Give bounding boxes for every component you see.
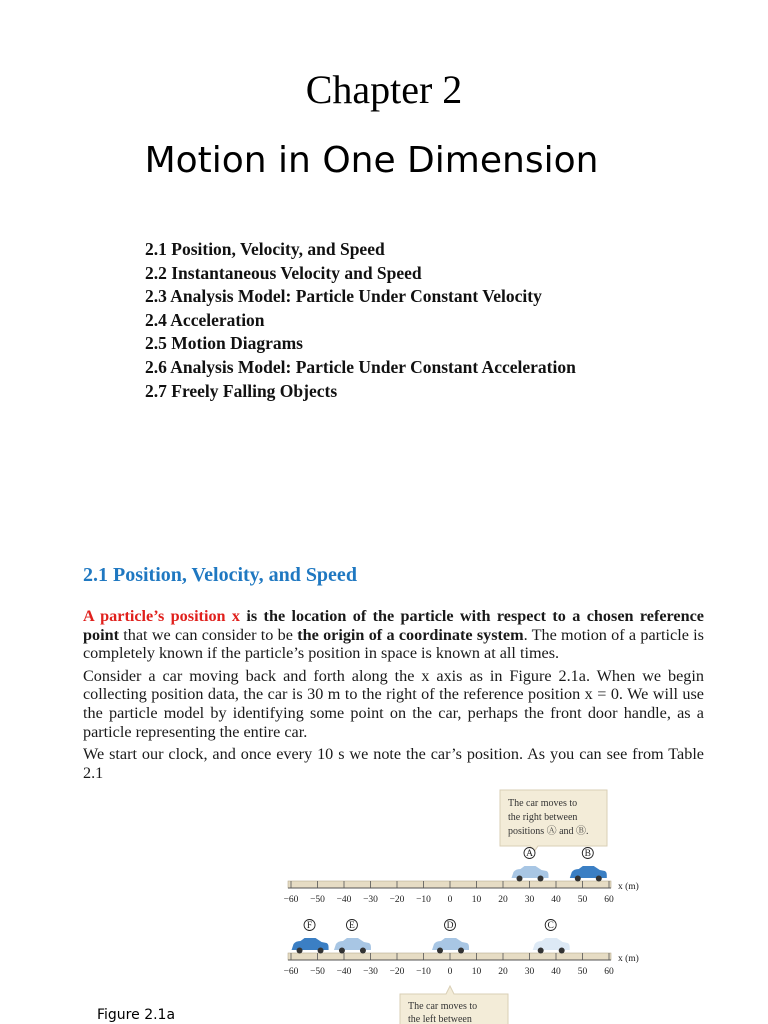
tick-label: −60 [283, 967, 299, 977]
tick-label: −10 [416, 895, 431, 905]
tick-label: −50 [310, 895, 325, 905]
tick-label: −20 [389, 967, 405, 977]
tick-label: 50 [577, 895, 588, 905]
car-icon [570, 866, 607, 882]
callout-top-line: the right between [508, 812, 578, 823]
tick-label: −50 [310, 967, 325, 977]
position-marker-label: C [547, 921, 554, 931]
toc-item: 2.5 Motion Diagrams [145, 333, 303, 354]
callout-top [500, 790, 607, 852]
figure-2-1a [280, 786, 650, 1024]
toc-item: 2.6 Analysis Model: Particle Under Constant Acceleration [145, 356, 576, 377]
axis-unit-label: x (m) [618, 954, 639, 964]
tick-label: 10 [471, 895, 482, 905]
tick-label: −60 [283, 895, 299, 905]
tick-label: 0 [447, 895, 453, 905]
tick-label: −20 [389, 895, 405, 905]
position-marker-label: D [446, 921, 454, 931]
car-icon [432, 938, 469, 954]
toc-item: 2.2 Instantaneous Velocity and Speed [145, 262, 422, 283]
term-position: A particle’s position x [83, 607, 241, 625]
table-of-contents [145, 238, 576, 403]
tick-label: −30 [363, 967, 378, 977]
position-marker-label: B [584, 849, 591, 859]
tick-label: −10 [416, 967, 431, 977]
tick-label: 20 [498, 967, 508, 977]
origin-bold: the origin of a coordinate system [297, 625, 524, 644]
tick-label: −40 [336, 895, 352, 905]
callout-bottom-line: The car moves to [408, 1001, 478, 1012]
bottom-axis [284, 920, 639, 978]
section-heading: 2.1 Position, Velocity, and Speed [83, 564, 357, 586]
axis-bar [288, 881, 611, 888]
top-axis [284, 848, 639, 906]
body-text [83, 607, 704, 786]
position-marker-label: A [526, 849, 533, 859]
toc-item: 2.3 Analysis Model: Particle Under Constant Velocity [145, 286, 542, 307]
paragraph-clock: We start our clock, and once every 10 s we note the car’s position. As you can see from Table 2.1 [83, 745, 704, 782]
paragraph-car: Consider a car moving back and forth along the x axis as in Figure 2.1a. When we begin collecting position data, the car is 30 m to the right of the reference position x = 0. We will use the particle model by identifying some point on the car, perhaps the front door handle, as a particle representing the entire car. [83, 666, 704, 741]
tick-label: 30 [524, 967, 535, 977]
tick-label: −40 [336, 967, 352, 977]
tick-label: 30 [524, 895, 535, 905]
car-icon [512, 866, 549, 882]
callout-bottom-line: the left between [408, 1014, 472, 1024]
tick-label: 60 [604, 895, 614, 905]
chapter-subtitle: Motion in One Dimension [144, 140, 599, 181]
callout-top-line: The car moves to [508, 798, 578, 809]
chapter-title: Chapter 2 [305, 67, 463, 112]
toc-item: 2.7 Freely Falling Objects [145, 380, 338, 401]
definition-bold: is the location of the particle with respect to a chosen reference point [83, 607, 704, 644]
paragraph-position [83, 607, 704, 663]
tick-label: −30 [363, 895, 378, 905]
tick-label: 50 [577, 967, 588, 977]
toc-item: 2.1 Position, Velocity, and Speed [145, 239, 385, 259]
tick-label: 0 [447, 967, 453, 977]
car-icon [292, 938, 329, 954]
definition-text: that we can consider to be [119, 625, 298, 644]
axis-bar [288, 953, 611, 960]
axis-unit-label: x (m) [618, 882, 639, 892]
callout-top-line: positions Ⓐ and Ⓑ. [508, 826, 589, 837]
position-marker-label: F [306, 921, 313, 931]
tick-label: 20 [498, 895, 508, 905]
figure-label: Figure 2.1a [97, 1007, 176, 1023]
tick-label: 40 [551, 895, 561, 905]
tick-label: 60 [604, 967, 614, 977]
position-marker-label: E [349, 921, 355, 931]
car-icon [334, 938, 371, 954]
definition-rest: . The motion of a particle is completely known if the particle’s position in space is known at all times. [83, 625, 704, 663]
tick-label: 10 [471, 967, 482, 977]
callout-bottom [400, 986, 508, 1024]
toc-item: 2.4 Acceleration [145, 309, 265, 330]
tick-label: 40 [551, 967, 561, 977]
car-icon [533, 938, 570, 954]
